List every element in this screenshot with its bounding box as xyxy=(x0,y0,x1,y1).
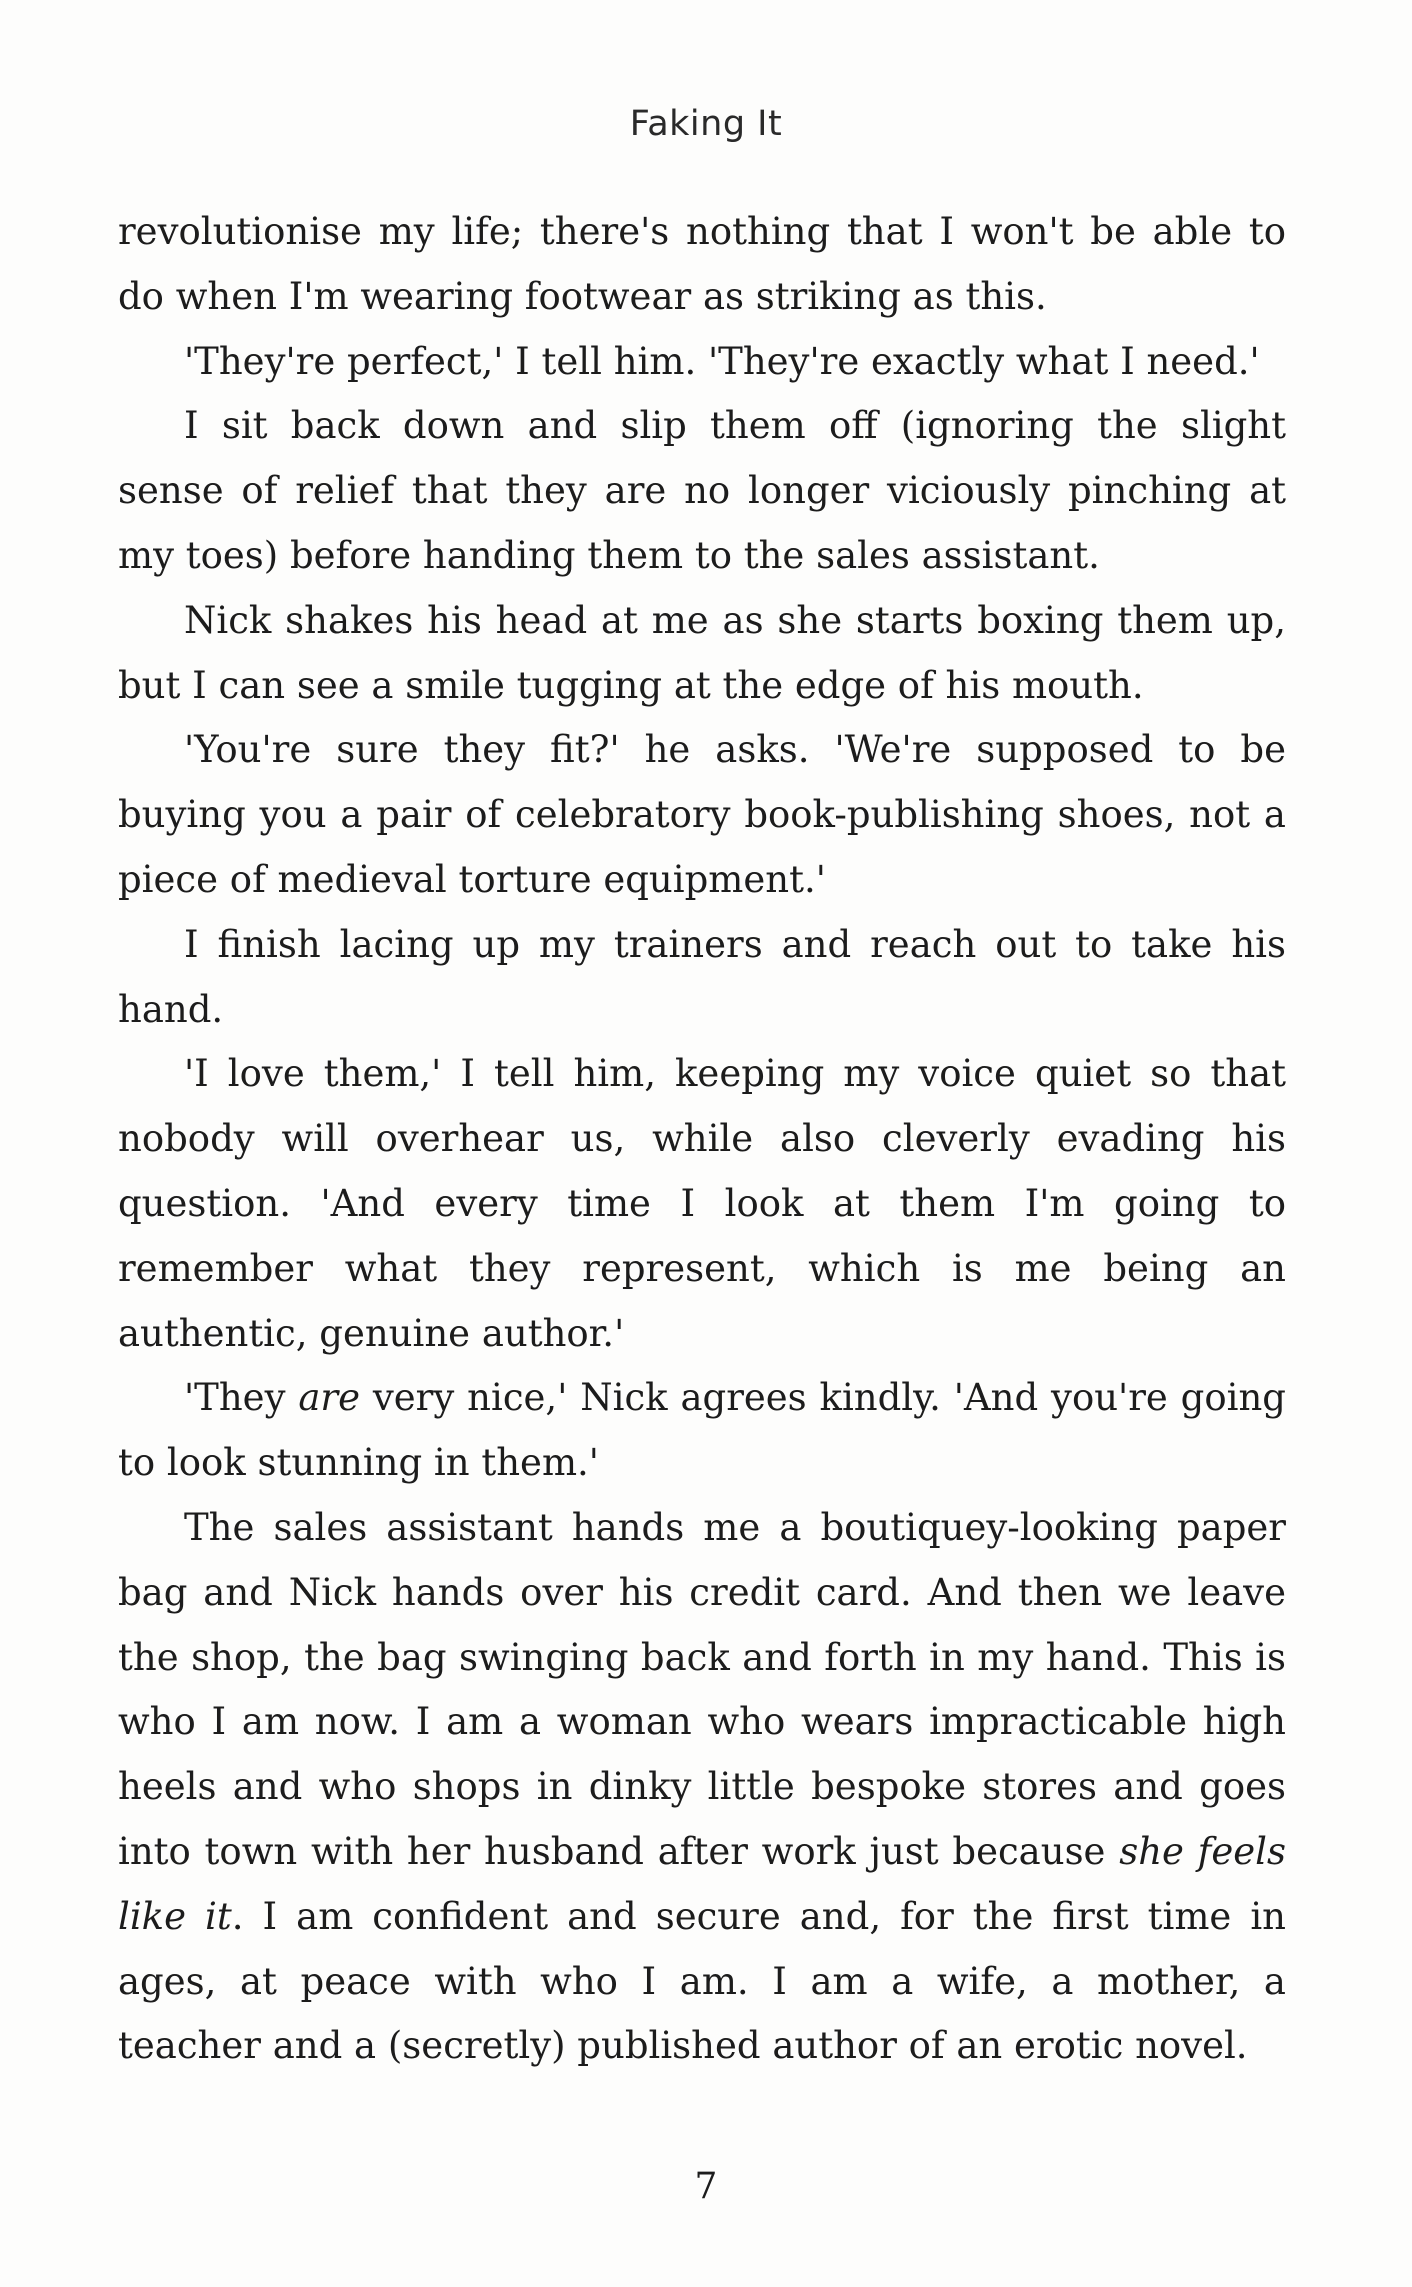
paragraph: 'I love them,' I tell him, keeping my voice quiet so that nobody will overhear us, while also cleverly evading his question. 'And every time I look at them I'm going to remember what they represent, which is me being an authentic, genuine author.' xyxy=(118,1052,1286,1355)
paragraph xyxy=(118,1496,1286,2079)
running-head-title: Faking It xyxy=(629,104,783,144)
paragraph: 'You're sure they fit?' he asks. 'We're supposed to be buying you a pair of celebratory book-publishing shoes, not a piece of medieval torture equipment.' xyxy=(118,728,1286,901)
italic-emphasis: are xyxy=(298,1376,361,1420)
paragraph: I sit back down and slip them off (ignoring the slight sense of relief that they are no longer viciously pinching at my toes) before handing them to the sales assistant. xyxy=(118,404,1286,577)
paragraph-text: 'They xyxy=(184,1376,299,1420)
paragraph: I finish lacing up my trainers and reach out to take his hand. xyxy=(118,922,1286,1031)
italic-emphasis: she feels like it xyxy=(118,1829,1286,1938)
paragraph-text: very nice,' Nick agrees kindly. 'And you're going to look stunning in them.' xyxy=(118,1376,1286,1485)
paragraph-text: . I am confident and secure and, for the first time in ages, at peace with who I am. I am a wife, a mother, a teacher and a (secretly) published author of an erotic novel. xyxy=(118,1894,1286,2068)
paragraph-text: The sales assistant hands me a boutiquey-looking paper bag and Nick hands over his credit card. And then we leave the shop, the bag swinging back and forth in my hand. This is who I am now. I am a woman who wears impracticable high heels and who shops in dinky little bespoke stores and goes into town with her husband after work just because xyxy=(118,1505,1286,1873)
paragraph: revolutionise my life; there's nothing that I won't be able to do when I'm wearing footwear as striking as this. xyxy=(118,210,1286,318)
paragraph: Nick shakes his head at me as she starts boxing them up, but I can see a smile tugging at the edge of his mouth. xyxy=(118,598,1286,707)
paragraph: 'They're perfect,' I tell him. 'They're exactly what I need.' xyxy=(184,339,1260,383)
body-text xyxy=(118,200,1286,2079)
page-number: 7 xyxy=(694,2166,718,2207)
paragraph xyxy=(118,1366,1286,1496)
